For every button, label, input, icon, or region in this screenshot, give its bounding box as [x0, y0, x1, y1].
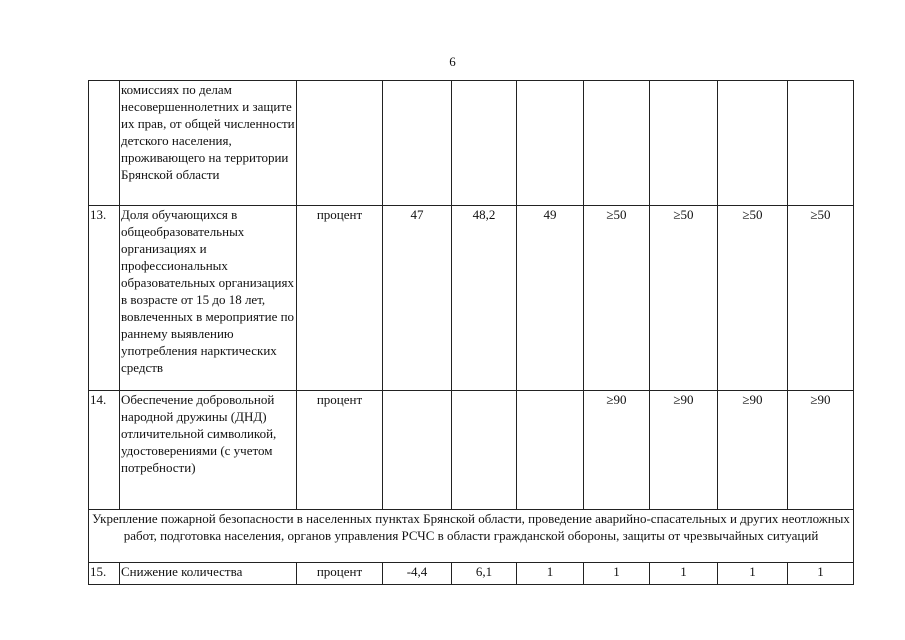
table-row	[89, 563, 854, 585]
row-number: 14.	[89, 391, 120, 510]
section-heading: Укрепление пожарной безопасности в населенных пунктах Брянской области, проведение аварийно-спасательных и других неотложных работ, подготовка населения, органов управления РСЧС в области гражданской обороны, защиты от чрезвычайных ситуаций	[89, 510, 854, 563]
indicator-name: Обеспечение добровольной народной дружины (ДНД) отличительной символикой, удостоверениями (с учетом потребности)	[120, 391, 297, 510]
value-cell	[517, 81, 584, 206]
table-row	[89, 81, 854, 206]
value-cell	[650, 81, 718, 206]
value-cell	[452, 391, 517, 510]
value-cell: 48,2	[452, 206, 517, 391]
value-cell: ≥50	[584, 206, 650, 391]
value-cell: 49	[517, 206, 584, 391]
indicator-name: Доля обучающихся в общеобразовательных организациях и профессиональных образовательных организациях в возрасте от 15 до 18 лет, вовлеченных в мероприятие по раннему выявлению употребления нарктических средств	[120, 206, 297, 391]
section-row	[89, 510, 854, 563]
value-cell: ≥50	[788, 206, 854, 391]
value-cell: ≥90	[584, 391, 650, 510]
value-cell	[718, 81, 788, 206]
value-cell: ≥90	[718, 391, 788, 510]
row-number: 15.	[89, 563, 120, 585]
indicators-table	[88, 80, 854, 585]
table-row	[89, 206, 854, 391]
value-cell: -4,4	[383, 563, 452, 585]
table-row	[89, 391, 854, 510]
unit-cell	[297, 81, 383, 206]
value-cell	[383, 391, 452, 510]
value-cell: 47	[383, 206, 452, 391]
value-cell	[788, 81, 854, 206]
value-cell: ≥50	[650, 206, 718, 391]
value-cell: ≥90	[650, 391, 718, 510]
row-number	[89, 81, 120, 206]
value-cell	[584, 81, 650, 206]
unit-cell: процент	[297, 391, 383, 510]
value-cell: 1	[788, 563, 854, 585]
value-cell: ≥50	[718, 206, 788, 391]
indicator-name: Снижение количества	[120, 563, 297, 585]
unit-cell: процент	[297, 206, 383, 391]
value-cell: 1	[584, 563, 650, 585]
value-cell	[517, 391, 584, 510]
value-cell: 1	[718, 563, 788, 585]
indicator-name: комиссиях по делам несовершеннолетних и защите их прав, от общей численности детского населения, проживающего на территории Брянской области	[120, 81, 297, 206]
row-number: 13.	[89, 206, 120, 391]
value-cell: 1	[517, 563, 584, 585]
value-cell: ≥90	[788, 391, 854, 510]
page-number: 6	[449, 54, 456, 69]
value-cell: 6,1	[452, 563, 517, 585]
value-cell: 1	[650, 563, 718, 585]
unit-cell: процент	[297, 563, 383, 585]
value-cell	[452, 81, 517, 206]
value-cell	[383, 81, 452, 206]
